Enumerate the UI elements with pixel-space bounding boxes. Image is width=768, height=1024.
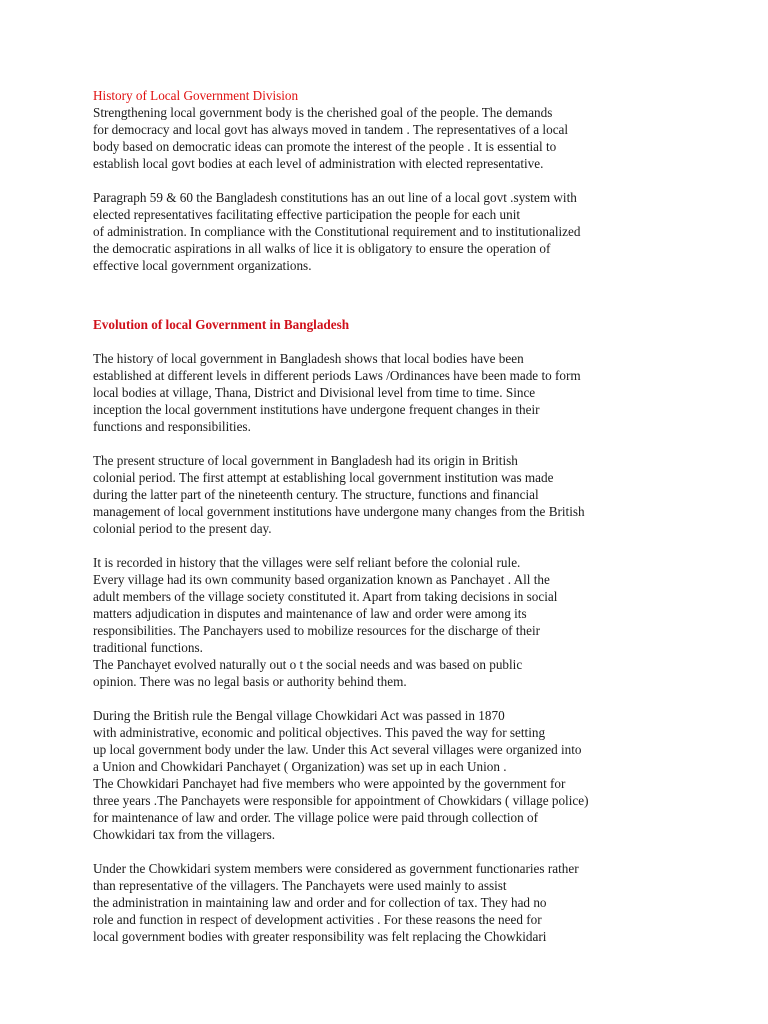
paragraph-line: During the British rule the Bengal village Chowkidari Act was passed in 1870 <box>93 708 505 723</box>
paragraph-line: a Union and Chowkidari Panchayet ( Organization) was set up in each Union . <box>93 759 507 774</box>
document-page <box>93 87 693 945</box>
paragraph-line: local government bodies with greater responsibility was felt replacing the Chowkidari <box>93 929 547 944</box>
paragraph-line: role and function in respect of development activities . For these reasons the need for <box>93 912 542 927</box>
paragraph-gap <box>93 843 693 860</box>
paragraph-line: effective local government organizations. <box>93 258 312 273</box>
paragraph-line: matters adjudication in disputes and maintenance of law and order were among its <box>93 606 527 621</box>
paragraph-line: than representative of the villagers. The Panchayets were used mainly to assist <box>93 878 507 893</box>
document-title: History of Local Government Division <box>93 88 299 103</box>
paragraph-gap <box>93 333 693 350</box>
paragraph-line: Paragraph 59 & 60 the Bangladesh constitutions has an out line of a local govt .system with <box>93 190 577 205</box>
paragraph-line: establish local govt bodies at each level of administration with elected representative. <box>93 156 544 171</box>
paragraph-line: during the latter part of the nineteenth century. The structure, functions and financial <box>93 487 539 502</box>
paragraph-3 <box>93 350 693 435</box>
paragraph-line: inception the local government institutions have undergone frequent changes in their <box>93 402 540 417</box>
paragraph-line: The Chowkidari Panchayet had five members who were appointed by the government for <box>93 776 566 791</box>
paragraph-line: colonial period. The first attempt at establishing local government institution was made <box>93 470 554 485</box>
paragraph-line: body based on democratic ideas can promote the interest of the people . It is essential to <box>93 139 557 154</box>
paragraph-line: elected representatives facilitating effective participation the people for each unit <box>93 207 521 222</box>
paragraph-line: Chowkidari tax from the villagers. <box>93 827 276 842</box>
paragraph-6 <box>93 707 693 843</box>
paragraph-gap <box>93 299 693 316</box>
paragraph-line: the democratic aspirations in all walks of lice it is obligatory to ensure the operation of <box>93 241 551 256</box>
paragraph-line: responsibilities. The Panchayers used to mobilize resources for the discharge of their <box>93 623 541 638</box>
paragraph-line: The present structure of local government in Bangladesh had its origin in British <box>93 453 518 468</box>
paragraph-line: Under the Chowkidari system members were considered as government functionaries rather <box>93 861 579 876</box>
paragraph-5 <box>93 554 693 690</box>
paragraph-gap <box>93 435 693 452</box>
paragraph-line: colonial period to the present day. <box>93 521 272 536</box>
paragraph-line: traditional functions. <box>93 640 203 655</box>
paragraph-line: The Panchayet evolved naturally out o t the social needs and was based on public <box>93 657 523 672</box>
paragraph-line: up local government body under the law. Under this Act several villages were organized into <box>93 742 582 757</box>
paragraph-line: for democracy and local govt has always moved in tandem . The representatives of a local <box>93 122 569 137</box>
paragraph-line: three years .The Panchayets were responsible for appointment of Chowkidars ( village police) <box>93 793 589 808</box>
paragraph-line: the administration in maintaining law and order and for collection of tax. They had no <box>93 895 547 910</box>
paragraph-7 <box>93 860 693 945</box>
paragraph-line: Strengthening local government body is the cherished goal of the people. The demands <box>93 105 553 120</box>
paragraph-line: It is recorded in history that the villages were self reliant before the colonial rule. <box>93 555 521 570</box>
paragraph-line: with administrative, economic and political objectives. This paved the way for setting <box>93 725 546 740</box>
paragraph-line: management of local government institutions have undergone many changes from the British <box>93 504 585 519</box>
paragraph-line: opinion. There was no legal basis or authority behind them. <box>93 674 407 689</box>
paragraph-4 <box>93 452 693 537</box>
paragraph-1 <box>93 104 693 172</box>
paragraph-line: functions and responsibilities. <box>93 419 251 434</box>
paragraph-gap <box>93 274 693 299</box>
paragraph-line: Every village had its own community based organization known as Panchayet . All the <box>93 572 550 587</box>
paragraph-line: local bodies at village, Thana, District and Divisional level from time to time. Since <box>93 385 536 400</box>
paragraph-2 <box>93 189 693 274</box>
paragraph-line: established at different levels in different periods Laws /Ordinances have been made to form <box>93 368 581 383</box>
paragraph-gap <box>93 537 693 554</box>
paragraph-line: The history of local government in Bangladesh shows that local bodies have been <box>93 351 524 366</box>
section-heading: Evolution of local Government in Bangladesh <box>93 317 350 332</box>
paragraph-line: adult members of the village society constituted it. Apart from taking decisions in social <box>93 589 558 604</box>
paragraph-line: for maintenance of law and order. The village police were paid through collection of <box>93 810 539 825</box>
paragraph-line: of administration. In compliance with the Constitutional requirement and to institutionalized <box>93 224 581 239</box>
paragraph-gap <box>93 690 693 707</box>
paragraph-gap <box>93 172 693 189</box>
